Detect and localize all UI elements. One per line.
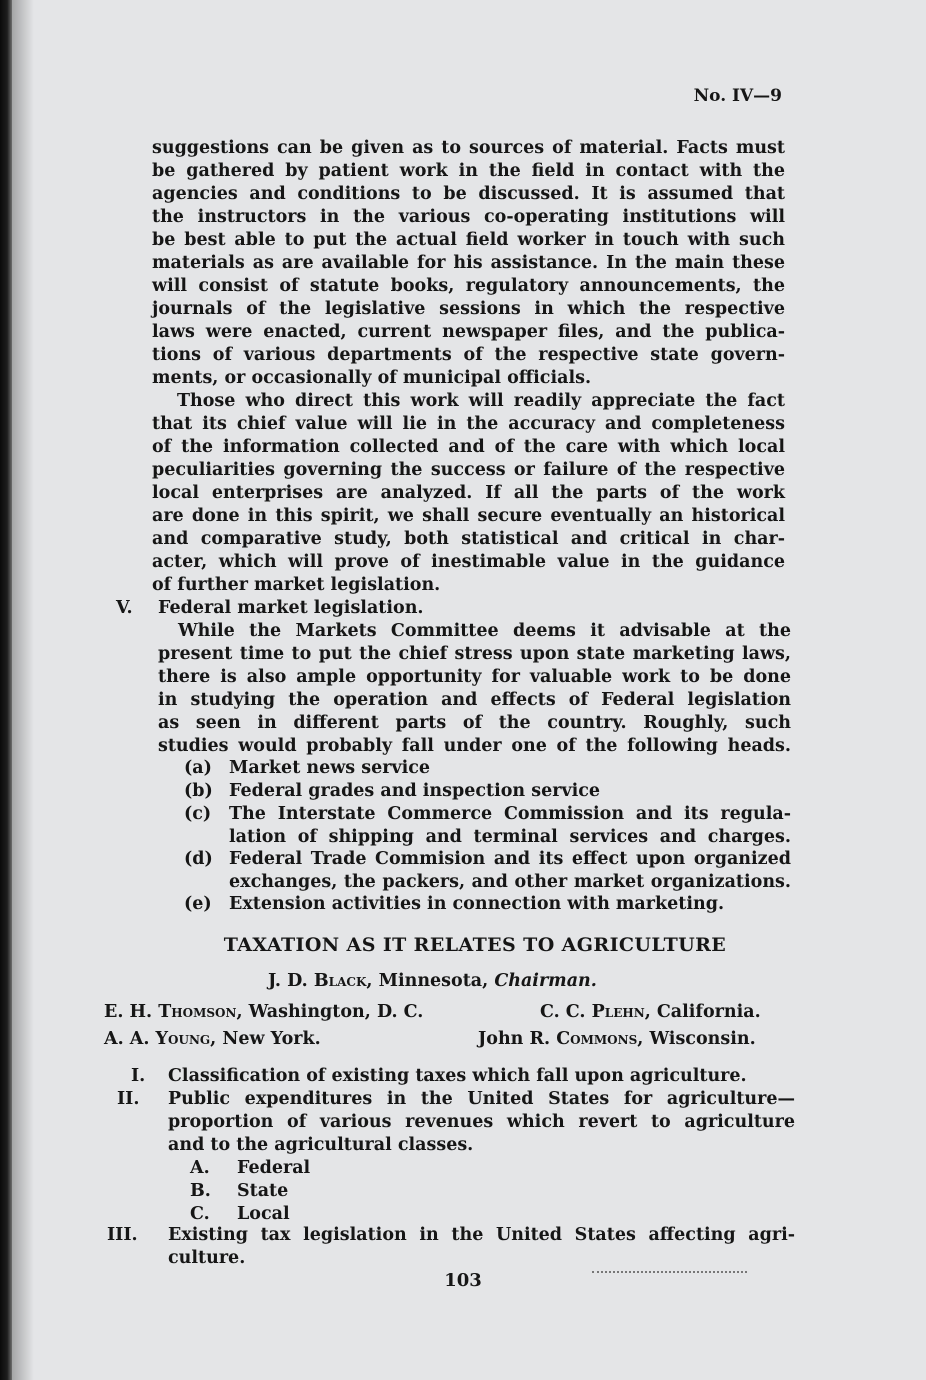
outline-item-continuation: and to the agricultural classes. <box>168 1135 474 1155</box>
outline-number: II. <box>117 1089 140 1109</box>
section-heading: TAXATION AS IT RELATES TO AGRICULTURE <box>223 934 727 956</box>
outline-sub-letter: A. <box>190 1158 210 1178</box>
body-line: present time to put the chief stress upon state marketing laws, <box>158 644 791 664</box>
outline-sub-item: Local <box>237 1204 290 1224</box>
page-label: No. IV—9 <box>693 86 782 106</box>
outline-item: Public expenditures in the United States for agriculture— <box>168 1089 795 1109</box>
outline-sub-item: State <box>237 1181 289 1201</box>
list-marker: (e) <box>184 894 212 914</box>
list-item: Federal grades and inspection service <box>229 781 601 801</box>
body-line: as seen in different parts of the country. Roughly, such <box>158 713 791 733</box>
outline-item-continuation: culture. <box>168 1248 246 1268</box>
outline-item: Existing tax legislation in the United States affecting agri- <box>168 1225 795 1245</box>
body-line: and comparative study, both statistical and critical in char- <box>152 529 785 549</box>
outline-sub-letter: C. <box>190 1204 210 1224</box>
body-line: acter, which will prove of inestimable value in the guidance <box>152 552 785 572</box>
body-line: agencies and conditions to be discussed. It is assumed that <box>152 184 785 204</box>
list-marker: (a) <box>184 758 212 778</box>
outline-sub-item: Federal <box>237 1158 311 1178</box>
body-line: be best able to put the actual field worker in touch with such <box>152 230 785 250</box>
body-line: the instructors in the various co-operating institutions will <box>152 207 785 227</box>
list-item: Extension activities in connection with marketing. <box>229 894 725 914</box>
list-marker: (b) <box>184 781 213 801</box>
body-line: that its chief value will lie in the accuracy and completeness <box>152 414 785 434</box>
list-marker: (c) <box>184 804 212 824</box>
body-line: there is also ample opportunity for valuable work to be done <box>158 667 791 687</box>
body-line: While the Markets Committee deems it advisable at the <box>178 621 791 641</box>
list-item-continuation: lation of shipping and terminal services and charges. <box>229 827 791 847</box>
list-item: The Interstate Commerce Commission and its regula- <box>229 804 791 824</box>
list-item: Federal Trade Commision and its effect upon organized <box>229 849 791 869</box>
body-line: local enterprises are analyzed. If all the parts of the work <box>152 483 785 503</box>
section-title: Federal market legislation. <box>158 598 424 618</box>
body-line: are done in this spirit, we shall secure eventually an historical <box>152 506 785 526</box>
body-line: will consist of statute books, regulatory announcements, the <box>152 276 785 296</box>
body-line: of the information collected and of the care with which local <box>152 437 785 457</box>
list-item-continuation: exchanges, the packers, and other market organizations. <box>229 872 791 892</box>
body-line: peculiarities governing the success or failure of the respective <box>152 460 785 480</box>
book-binding-edge <box>0 0 12 1380</box>
body-line: journals of the legislative sessions in which the respective <box>152 299 785 319</box>
body-line: Those who direct this work will readily appreciate the fact <box>177 391 785 411</box>
body-line: be gathered by patient work in the field in contact with the <box>152 161 785 181</box>
body-line: suggestions can be given as to sources of material. Facts must <box>152 138 785 158</box>
committee-member: John R. Commons, Wisconsin. <box>478 1029 756 1049</box>
outline-number: III. <box>107 1225 138 1245</box>
body-line: studies would probably fall under one of the following heads. <box>158 736 791 756</box>
body-line: laws were enacted, current newspaper files, and the publica- <box>152 322 785 342</box>
section-number: V. <box>116 598 133 618</box>
page-number: 103 <box>444 1270 482 1291</box>
committee-member: A. A. Young, New York. <box>104 1029 321 1049</box>
body-line: tions of various departments of the respective state govern- <box>152 345 785 365</box>
outline-number: I. <box>131 1066 146 1086</box>
outline-item: Classification of existing taxes which fall upon agriculture. <box>168 1066 747 1086</box>
binding-shadow <box>12 0 34 1380</box>
list-item: Market news service <box>229 758 431 778</box>
print-artifact <box>592 1271 747 1275</box>
outline-sub-letter: B. <box>190 1181 211 1201</box>
committee-chairman: J. D. Black, Minnesota, Chairman. <box>268 971 597 991</box>
body-line: ments, or occasionally of municipal officials. <box>152 368 592 388</box>
list-marker: (d) <box>184 849 213 869</box>
committee-member: C. C. Plehn, California. <box>540 1002 761 1022</box>
body-line: materials as are available for his assistance. In the main these <box>152 253 785 273</box>
committee-member: E. H. Thomson, Washington, D. C. <box>104 1002 424 1022</box>
body-line: in studying the operation and effects of Federal legislation <box>158 690 791 710</box>
body-line: of further market legislation. <box>152 575 441 595</box>
outline-item-continuation: proportion of various revenues which revert to agriculture <box>168 1112 795 1132</box>
